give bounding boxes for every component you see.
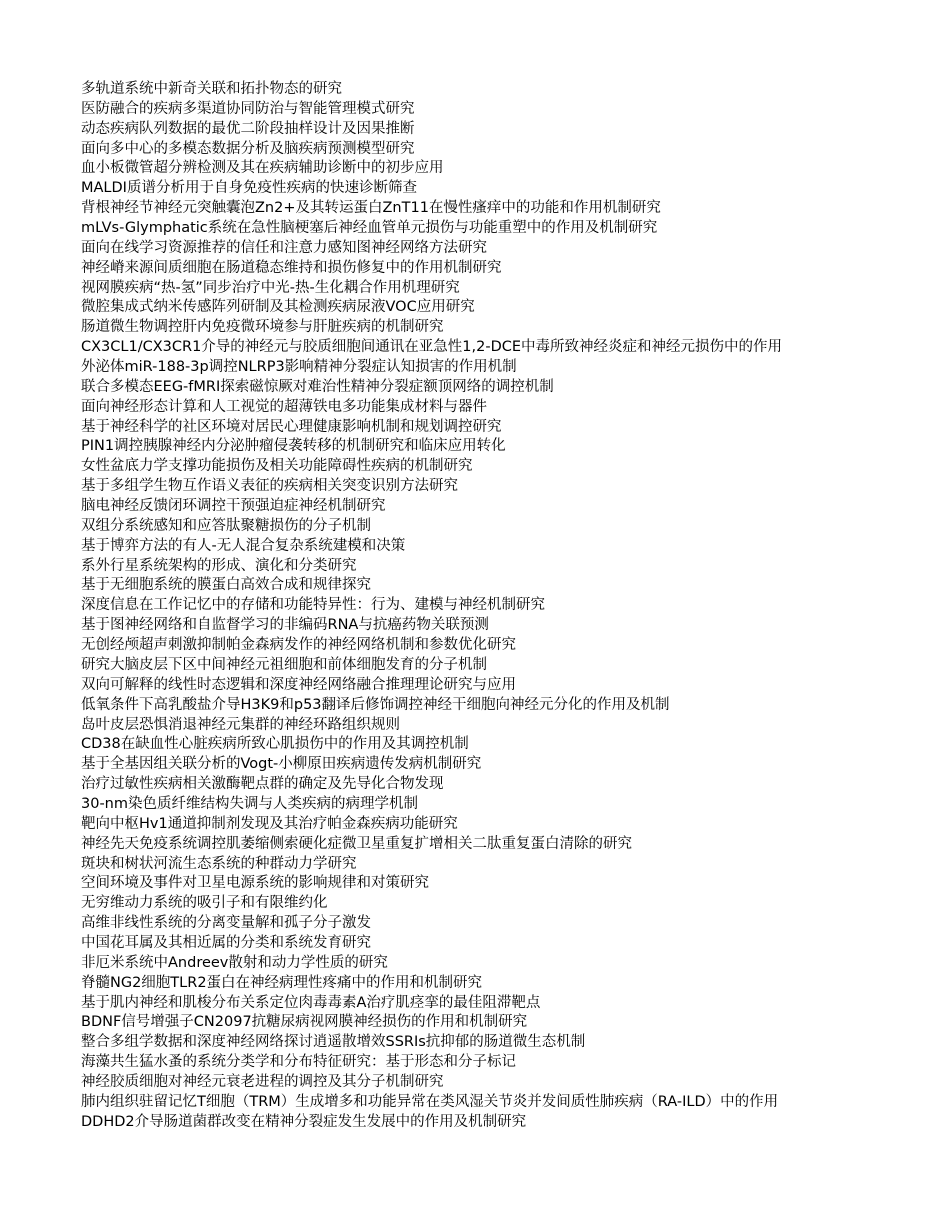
document-line: 动态疾病队列数据的最优二阶段抽样设计及因果推断 bbox=[81, 120, 415, 137]
document-line: 30-nm染色质纤维结构失调与人类疾病的病理学机制 bbox=[81, 795, 418, 812]
document-line: 深度信息在工作记忆中的存储和功能特异性：行为、建模与神经机制研究 bbox=[81, 597, 545, 614]
document-line: 非厄米系统中Andreev散射和动力学性质的研究 bbox=[81, 954, 388, 971]
document-line: 整合多组学数据和深度神经网络探讨逍遥散增效SSRIs抗抑郁的肠道微生态机制 bbox=[81, 1034, 586, 1051]
document-line: 面向神经形态计算和人工视觉的超薄铁电多功能集成材料与器件 bbox=[81, 398, 487, 415]
document-line: 无创经颅超声刺激抑制帕金森病发作的神经网络机制和参数优化研究 bbox=[81, 637, 516, 654]
document-line: 肺内组织驻留记忆T细胞（TRM）生成增多和功能异常在类风湿关节炎并发间质性肺疾病（RA-ILD）中的作用 bbox=[81, 1093, 779, 1110]
document-line: 血小板微管超分辨检测及其在疾病辅助诊断中的初步应用 bbox=[81, 160, 444, 177]
document-line: 医防融合的疾病多渠道协同防治与智能管理模式研究 bbox=[81, 100, 415, 117]
document-line: 斑块和树状河流生态系统的种群动力学研究 bbox=[81, 855, 357, 872]
document-line: BDNF信号增强子CN2097抗糖尿病视网膜神经损伤的作用和机制研究 bbox=[81, 1014, 528, 1031]
document-line: 基于肌内神经和肌梭分布关系定位肉毒毒素A治疗肌痉挛的最佳阻滞靶点 bbox=[81, 994, 541, 1011]
document-line: 背根神经节神经元突触囊泡Zn2+及其转运蛋白ZnT11在慢性瘙痒中的功能和作用机制研究 bbox=[81, 200, 661, 217]
document-line: PIN1调控胰腺神经内分泌肿瘤侵袭转移的机制研究和临床应用转化 bbox=[81, 438, 506, 455]
document-line: 神经胶质细胞对神经元衰老进程的调控及其分子机制研究 bbox=[81, 1073, 444, 1090]
document-line: 双向可解释的线性时态逻辑和深度神经网络融合推理理论研究与应用 bbox=[81, 676, 516, 693]
document-line: 肠道微生物调控肝内免疫微环境参与肝脏疾病的机制研究 bbox=[81, 319, 444, 336]
document-line: DDHD2介导肠道菌群改变在精神分裂症发生发展中的作用及机制研究 bbox=[81, 1113, 527, 1130]
document-line: 面向多中心的多模态数据分析及脑疾病预测模型研究 bbox=[81, 140, 415, 157]
document-line: 研究大脑皮层下区中间神经元祖细胞和前体细胞发育的分子机制 bbox=[81, 656, 487, 673]
document-line: 靶向中枢Hv1通道抑制剂发现及其治疗帕金森疾病功能研究 bbox=[81, 815, 458, 832]
document-line: 女性盆底力学支撑功能损伤及相关功能障碍性疾病的机制研究 bbox=[81, 458, 473, 475]
document-line: 脊髓NG2细胞TLR2蛋白在神经病理性疼痛中的作用和机制研究 bbox=[81, 974, 483, 991]
document-line: 无穷维动力系统的吸引子和有限维约化 bbox=[81, 895, 328, 912]
document-line: 中国花耳属及其相近属的分类和系统发育研究 bbox=[81, 934, 371, 951]
document-line: 基于全基因组关联分析的Vogt-小柳原田疾病遗传发病机制研究 bbox=[81, 756, 482, 773]
document-line-list bbox=[81, 80, 855, 1133]
document-line: 基于多组学生物互作语义表征的疾病相关突变识别方法研究 bbox=[81, 478, 458, 495]
document-line: 双组分系统感知和应答肽聚糖损伤的分子机制 bbox=[81, 517, 371, 534]
document-line: 海藻共生猛水蚤的系统分类学和分布特征研究：基于形态和分子标记 bbox=[81, 1054, 516, 1071]
document-line: 外泌体miR-188-3p调控NLRP3影响精神分裂症认知损害的作用机制 bbox=[81, 359, 517, 376]
document-line: mLVs-Glymphatic系统在急性脑梗塞后神经血管单元损伤与功能重塑中的作用及机制研究 bbox=[81, 220, 658, 237]
document-line: MALDI质谱分析用于自身免疫性疾病的快速诊断筛查 bbox=[81, 180, 417, 197]
document-line: 神经先天免疫系统调控肌萎缩侧索硬化症微卫星重复扩增相关二肽重复蛋白清除的研究 bbox=[81, 835, 632, 852]
document-line: 脑电神经反馈闭环调控干预强迫症神经机制研究 bbox=[81, 498, 386, 515]
document-line: CX3CL1/CX3CR1介导的神经元与胶质细胞间通讯在亚急性1,2-DCE中毒所致神经炎症和神经元损伤中的作用 bbox=[81, 339, 783, 356]
document-line: 基于神经科学的社区环境对居民心理健康影响机制和规划调控研究 bbox=[81, 418, 502, 435]
document-line: 高维非线性系统的分离变量解和孤子分子激发 bbox=[81, 915, 371, 932]
document-line: 视网膜疾病“热-氢”同步治疗中光-热-生化耦合作用机理研究 bbox=[81, 279, 460, 296]
document-line: 岛叶皮层恐惧消退神经元集群的神经环路组织规则 bbox=[81, 716, 400, 733]
document-line: 多轨道系统中新奇关联和拓扑物态的研究 bbox=[81, 81, 342, 97]
document-line: 基于无细胞系统的膜蛋白高效合成和规律探究 bbox=[81, 577, 371, 594]
document-line: 低氧条件下高乳酸盐介导H3K9和p53翻译后修饰调控神经干细胞向神经元分化的作用及机制 bbox=[81, 696, 670, 713]
document-line: 面向在线学习资源推荐的信任和注意力感知图神经网络方法研究 bbox=[81, 239, 487, 256]
document-line: 治疗过敏性疾病相关激酶靶点群的确定及先导化合物发现 bbox=[81, 776, 444, 793]
document-line: 系外行星系统架构的形成、演化和分类研究 bbox=[81, 557, 357, 574]
document-line: 微腔集成式纳米传感阵列研制及其检测疾病尿液VOC应用研究 bbox=[81, 299, 475, 316]
document-line: 基于图神经网络和自监督学习的非编码RNA与抗癌药物关联预测 bbox=[81, 617, 489, 634]
document-line: 联合多模态EEG-fMRI探索磁惊厥对难治性精神分裂症额顶网络的调控机制 bbox=[81, 378, 554, 395]
document-line: 空间环境及事件对卫星电源系统的影响规律和对策研究 bbox=[81, 875, 429, 892]
document-line: 基于博弈方法的有人-无人混合复杂系统建模和决策 bbox=[81, 537, 406, 554]
document-line: 神经嵴来源间质细胞在肠道稳态维持和损伤修复中的作用机制研究 bbox=[81, 259, 502, 276]
document-line: CD38在缺血性心脏疾病所致心肌损伤中的作用及其调控机制 bbox=[81, 736, 469, 753]
